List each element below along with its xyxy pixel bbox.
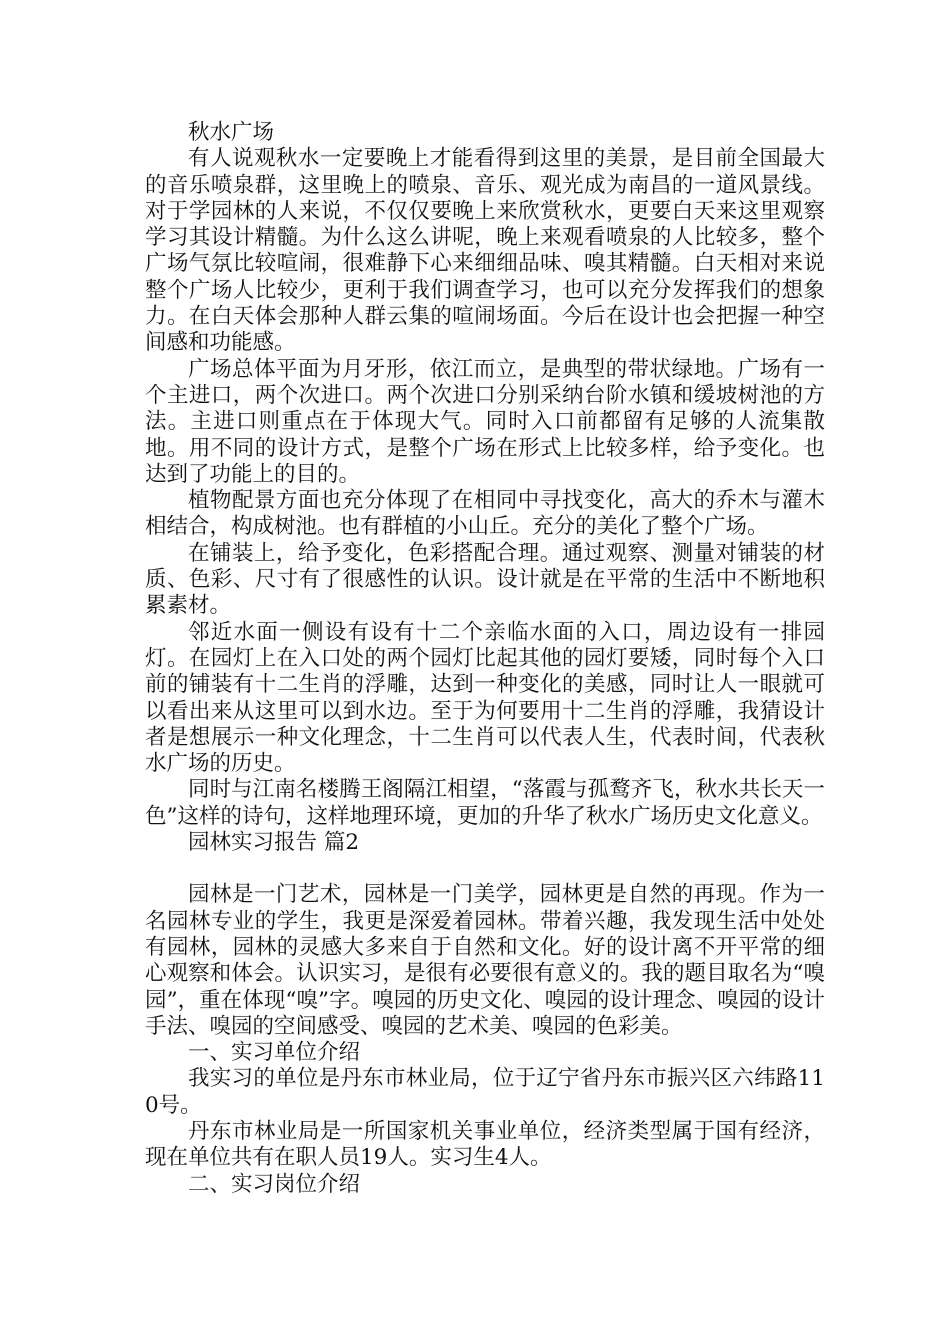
paragraph: 丹东市林业局是一所国家机关事业单位，经济类型属于国有经济，现在单位共有在职人员19人。实习生4人。 xyxy=(145,1118,825,1171)
paragraph: 广场总体平面为月牙形，依江而立，是典型的带状绿地。广场有一个主进口，两个次进口。两个次进口分别采纳台阶水镇和缓坡树池的方法。主进口则重点在于体现大气。同时入口前都留有足够的人流集散地。用不同的设计方式，是整个广场在形式上比较多样，给予变化。也达到了功能上的目的。 xyxy=(145,356,825,487)
paragraph: 园林是一门艺术，园林是一门美学，园林更是自然的再现。作为一名园林专业的学生，我更是深爱着园林。带着兴趣，我发现生活中处处有园林，园林的灵感大多来自于自然和文化。好的设计离不开平常的细心观察和体会。认识实习，是很有必要很有意义的。我的题目取名为“嗅园”，重在体现“嗅”字。嗅园的历史文化、嗅园的设计理念、嗅园的设计手法、嗅园的空间感受、嗅园的艺术美、嗅园的色彩美。 xyxy=(145,882,825,1039)
heading-position-intro: 二、实习岗位介绍 xyxy=(188,1171,361,1197)
paragraph: 同时与江南名楼腾王阁隔江相望，“落霞与孤鹜齐飞，秋水共长天一色”这样的诗句，这样地理环境，更加的升华了秋水广场历史文化意义。 xyxy=(145,777,825,829)
paragraph: 我实习的单位是丹东市林业局，位于辽宁省丹东市振兴区六纬路110号。 xyxy=(145,1066,825,1118)
document-page xyxy=(145,120,825,1198)
paragraph: 植物配景方面也充分体现了在相同中寻找变化，高大的乔木与灌木相结合，构成树池。也有群植的小山丘。充分的美化了整个广场。 xyxy=(145,488,825,540)
section-title-qiushui: 秋水广场 xyxy=(188,120,275,145)
heading-unit-intro: 一、实习单位介绍 xyxy=(188,1040,361,1066)
section-title-report-2: 园林实习报告 篇2 xyxy=(188,830,360,856)
paragraph: 邻近水面一侧设有设有十二个亲临水面的入口，周边设有一排园灯。在园灯上在入口处的两个园灯比起其他的园灯要矮，同时每个入口前的铺装有十二生肖的浮雕，达到一种变化的美感，同时让人一眼就可以看出来从这里可以到水边。至于为何要用十二生肖的浮雕，我猜设计者是想展示一种文化理念，十二生肖可以代表人生，代表时间，代表秋水广场的历史。 xyxy=(145,619,825,777)
blank-line xyxy=(145,856,825,882)
paragraph: 在铺装上，给予变化，色彩搭配合理。通过观察、测量对铺装的材质、色彩、尺寸有了很感性的认识。设计就是在平常的生活中不断地积累素材。 xyxy=(145,540,825,619)
paragraph: 有人说观秋水一定要晚上才能看得到这里的美景，是目前全国最大的音乐喷泉群，这里晚上的喷泉、音乐、观光成为南昌的一道风景线。对于学园林的人来说，不仅仅要晚上来欣赏秋水，更要白天来这里观察学习其设计精髓。为什么这么讲呢，晚上来观看喷泉的人比较多，整个广场气氛比较喧闹，很难静下心来细细品味、嗅其精髓。白天相对来说整个广场人比较少，更利于我们调查学习，也可以充分发挥我们的想象力。在白天体会那种人群云集的喧闹场面。今后在设计也会把握一种空间感和功能感。 xyxy=(145,146,825,356)
